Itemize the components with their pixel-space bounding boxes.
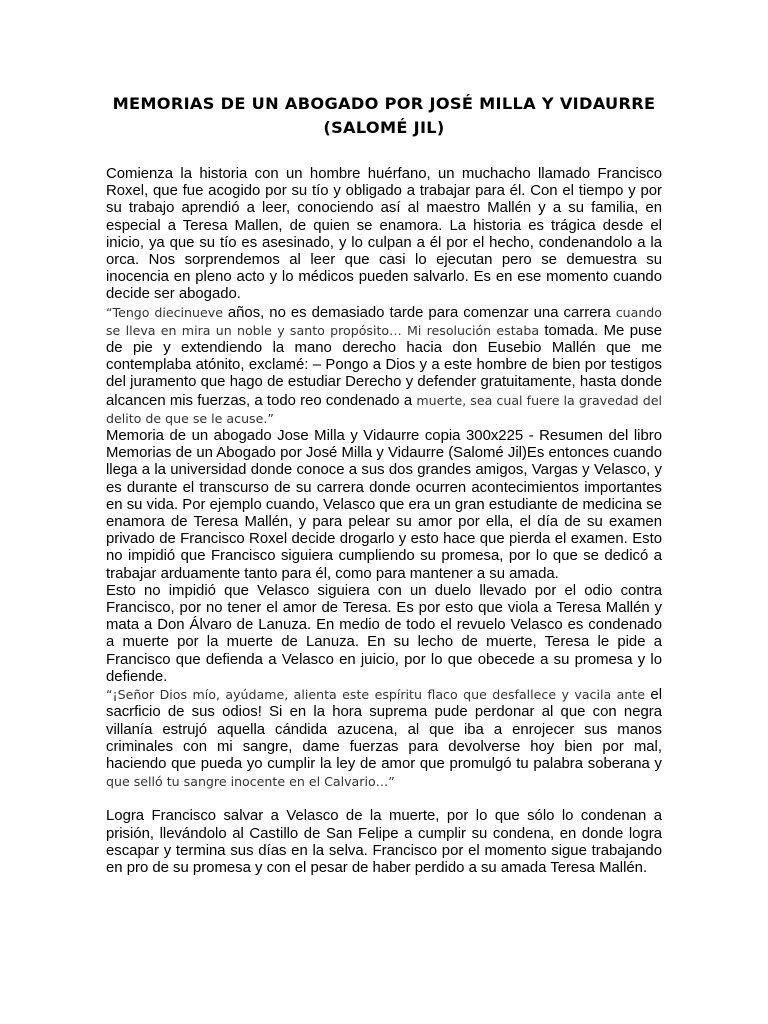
paragraph-intro: Comienza la historia con un hombre huérfano, un muchacho llamado Francisco Roxel, que fue acogido por su tío y obligado a trabajar para él. Con el tiempo y por su trabajo aprendió a leer, conociendo así al maestro Mallén y a su familia, en especial a Teresa Mallen, de quien se enamora. La historia es trágica desde el inicio, ya que su tío es asesinado, y lo culpan a él por el hecho, condenandolo a la orca. Nos sorprendemos al leer que casi lo ejecutan pero se demuestra su inocencia en pleno acto y lo médicos pueden salvarlo. Es en ese momento cuando decide ser abogado. [106, 166, 662, 303]
quote-oath [106, 304, 662, 428]
quote-prayer [106, 686, 662, 791]
document-title: MEMORIAS DE UN ABOGADO POR JOSÉ MILLA Y VIDAURRE (SALOMÉ JIL) [112, 94, 656, 137]
paragraph-university: Memoria de un abogado Jose Milla y Vidaurre copia 300x225 - Resumen del libro Memorias de un Abogado por José Milla y Vidaurre (Salomé Jil)Es entonces cuando llega a la universidad donde conoce a sus dos grandes amigos, Vargas y Velasco, y es durante el transcurso de su carrera donde ocurren acontecimientos importantes en su vida. Por ejemplo cuando, Velasco que era un gran estudiante de medicina se enamora de Teresa Mallén, y para pelear su amor por ella, el día de su examen privado de Francisco Roxel decide drogarlo y esto hace que pierda el examen. Esto no impidió que Francisco siguiera cumpliendo su promesa, por lo que se dedicó a trabajar arduamente tanto para él, como para mantener a su amada. [106, 428, 662, 582]
quote-oath-part-3: cuando se lleva en mira un noble y santo propósito… Mi resolución estaba [106, 304, 663, 338]
quote-oath-part-4: tomada. Me puse de pie y extendiendo la mano derecho hacia don Eusebio Mallén que me contemplaba atónito, exclamé: – Pongo a Dios y a este hombre de bien por testigos del juramento que hago de estudiar Derecho y defender gratuitamente, hasta donde alcancen mis fuerzas, a todo reo condenado a [106, 322, 662, 409]
quote-prayer-part-2: el sacrficio de sus odios! Si en la hora suprema pude perdonar al que con negra villanía estrujó aquella cándida azucena, al que iba a enrojecer sus manos criminales con mi sangre, dame fuerzas para devolverse hoy bien por mal, haciendo que pueda yo cumplir la ley de amor que promulgó tu palabra soberana y [106, 687, 662, 772]
quote-oath-part-2: años, no es demasiado tarde para comenzar una carrera [227, 304, 616, 321]
quote-oath-part-1: “Tengo diecinueve [106, 304, 228, 320]
paragraph-ending: Logra Francisco salvar a Velasco de la muerte, por lo que sólo lo condenan a prisión, llevándolo al Castillo de San Felipe a cumplir su condena, en donde logra escapar y termina sus días en la selva. Francisco por el momento sigue trabajando en pro de su promesa y con el pesar de haber perdido a su amada Teresa Mallén. [106, 808, 662, 876]
paragraph-spacer [106, 791, 662, 808]
paragraph-duel: Esto no impidió que Velasco siguiera con un duelo llevado por el odio contra Francisco, por no tener el amor de Teresa. Es por esto que viola a Teresa Mallén y mata a Don Álvaro de Lanuza. En medio de todo el revuelo Velasco es condenado a muerte por la muerte de Lanuza. En su lecho de muerte, Teresa le pide a Francisco que defienda a Velasco en juicio, por lo que obecede a su promesa y lo defiende. [106, 582, 662, 685]
quote-oath-part-5: muerte, sea cual fuere la gravedad del delito de que se le acuse.” [106, 392, 662, 426]
document-body [106, 166, 662, 877]
quote-prayer-part-3: que selló tu sangre inocente en el Calvario…” [106, 774, 395, 790]
quote-prayer-part-1: “¡Señor Dios mío, ayúdame, alienta este espíritu flaco que desfallece y vacila ante [106, 687, 651, 703]
